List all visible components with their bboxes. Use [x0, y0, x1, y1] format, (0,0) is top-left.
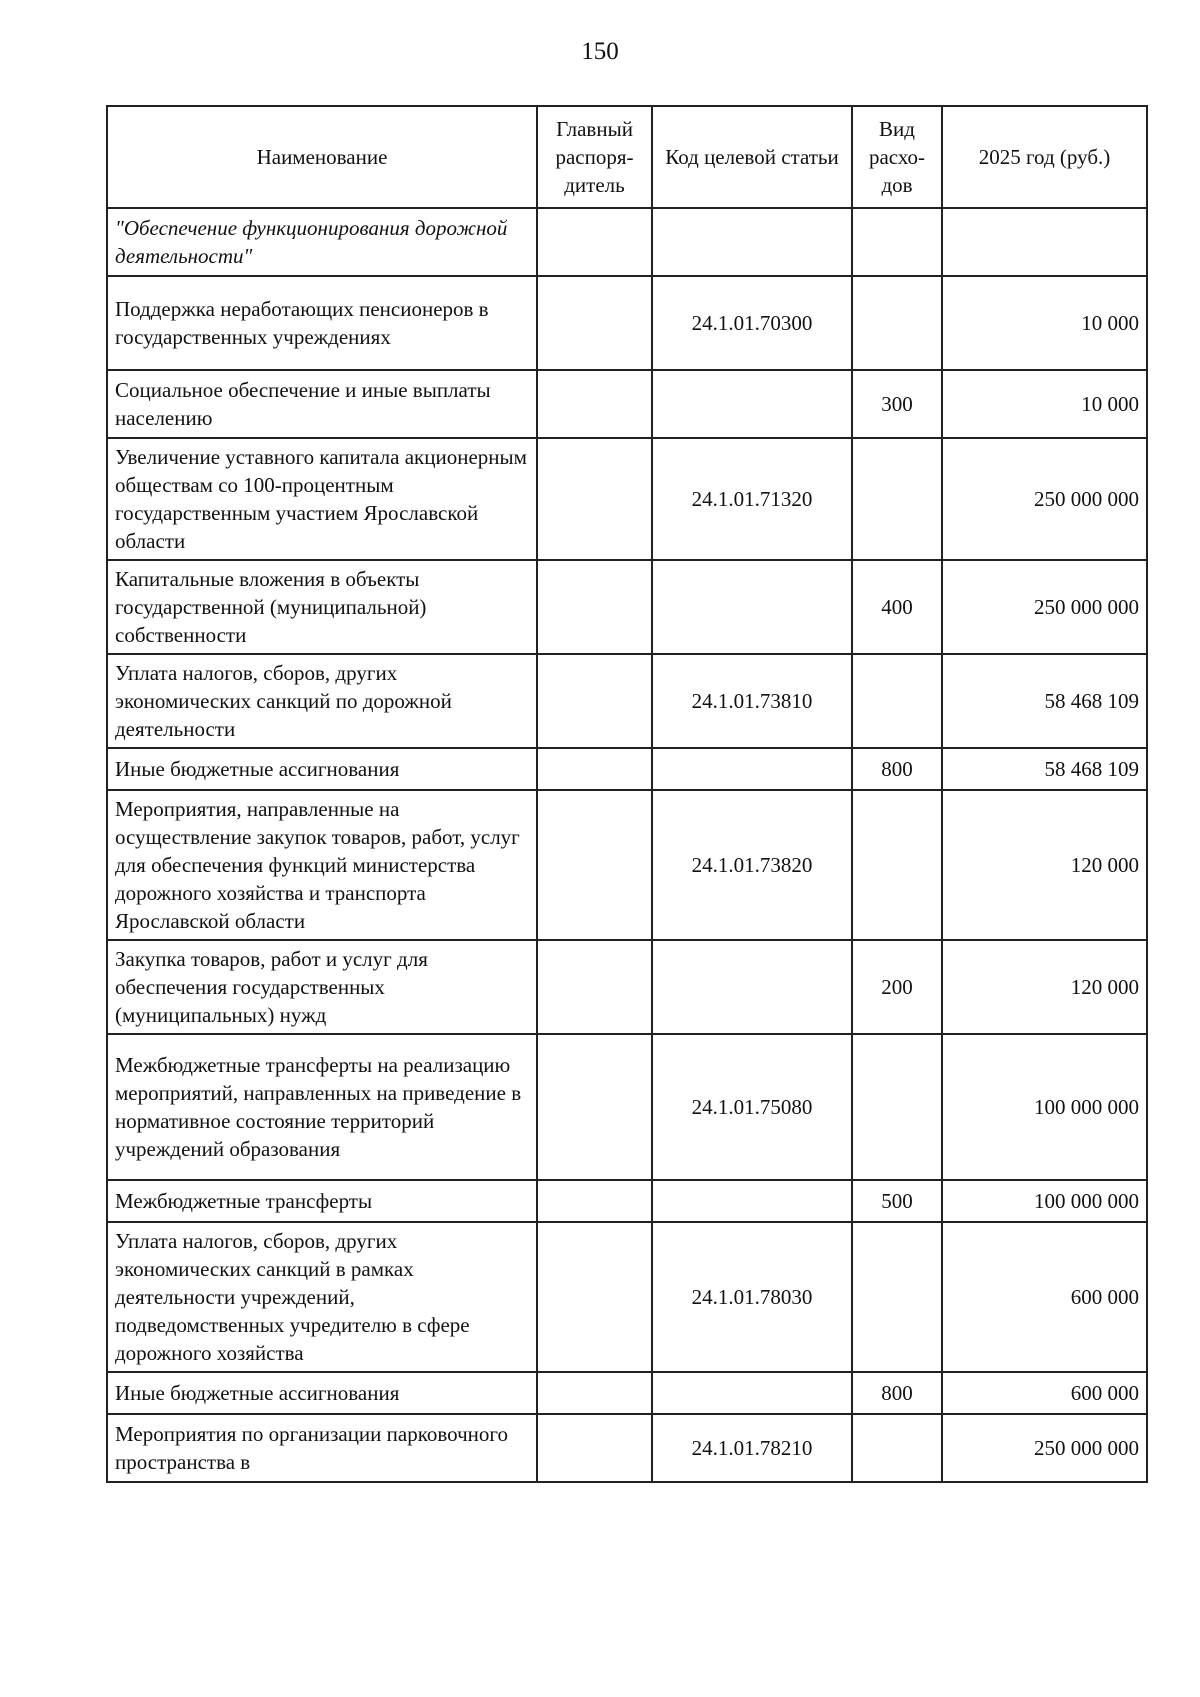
row-name: Уплата налогов, сборов, других экономических санкций по дорожной деятельности [107, 654, 537, 748]
row-main-manager [537, 1222, 652, 1372]
row-main-manager [537, 1372, 652, 1414]
row-main-manager [537, 1414, 652, 1482]
header-amount: 2025 год (руб.) [942, 106, 1147, 208]
row-expense-type [852, 1034, 942, 1180]
row-main-manager [537, 654, 652, 748]
row-amount: 10 000 [942, 276, 1147, 370]
row-amount: 600 000 [942, 1222, 1147, 1372]
row-amount: 100 000 000 [942, 1180, 1147, 1222]
row-name: Капитальные вложения в объекты государственной (муниципальной) собственности [107, 560, 537, 654]
table-row [107, 1372, 1147, 1414]
row-expense-type: 400 [852, 560, 942, 654]
row-main-manager [537, 940, 652, 1034]
row-expense-type: 800 [852, 748, 942, 790]
header-name: Наименование [107, 106, 537, 208]
row-target-code: 24.1.01.78210 [652, 1414, 852, 1482]
header-target-code: Код целевой статьи [652, 106, 852, 208]
row-target-code [652, 208, 852, 276]
row-expense-type [852, 1222, 942, 1372]
row-target-code [652, 1372, 852, 1414]
row-main-manager [537, 748, 652, 790]
row-amount [942, 208, 1147, 276]
row-amount: 250 000 000 [942, 438, 1147, 560]
table-row [107, 1180, 1147, 1222]
row-expense-type: 300 [852, 370, 942, 438]
row-main-manager [537, 560, 652, 654]
table-row [107, 1222, 1147, 1372]
table-row [107, 1414, 1147, 1482]
row-target-code: 24.1.01.73820 [652, 790, 852, 940]
row-amount: 250 000 000 [942, 560, 1147, 654]
row-name: Закупка товаров, работ и услуг для обеспечения государственных (муниципальных) нужд [107, 940, 537, 1034]
row-name: Социальное обеспечение и иные выплаты населению [107, 370, 537, 438]
row-amount: 10 000 [942, 370, 1147, 438]
row-name: Мероприятия, направленные на осуществление закупок товаров, работ, услуг для обеспечения функций министерства дорожного хозяйства и транспорта Ярославской области [107, 790, 537, 940]
table-row [107, 1034, 1147, 1180]
row-amount: 120 000 [942, 790, 1147, 940]
table-row [107, 208, 1147, 276]
row-amount: 58 468 109 [942, 748, 1147, 790]
row-name: Межбюджетные трансферты на реализацию мероприятий, направленных на приведение в нормативное состояние территорий учреждений образования [107, 1034, 537, 1180]
row-expense-type [852, 654, 942, 748]
row-main-manager [537, 790, 652, 940]
table-row [107, 276, 1147, 370]
row-target-code [652, 370, 852, 438]
header-expense-type: Вид расхо-дов [852, 106, 942, 208]
row-main-manager [537, 370, 652, 438]
row-amount: 250 000 000 [942, 1414, 1147, 1482]
row-expense-type [852, 790, 942, 940]
table-row [107, 370, 1147, 438]
row-expense-type [852, 276, 942, 370]
row-expense-type: 200 [852, 940, 942, 1034]
row-target-code: 24.1.01.75080 [652, 1034, 852, 1180]
table-row [107, 790, 1147, 940]
row-expense-type: 500 [852, 1180, 942, 1222]
row-main-manager [537, 1034, 652, 1180]
row-amount: 100 000 000 [942, 1034, 1147, 1180]
row-main-manager [537, 208, 652, 276]
row-name: "Обеспечение функционирования дорожной деятельности" [107, 208, 537, 276]
row-amount: 600 000 [942, 1372, 1147, 1414]
row-expense-type [852, 438, 942, 560]
row-target-code [652, 560, 852, 654]
row-target-code [652, 1180, 852, 1222]
row-name: Уплата налогов, сборов, других экономических санкций в рамках деятельности учреждений, подведомственных учредителю в сфере дорожного хозяйства [107, 1222, 537, 1372]
row-main-manager [537, 1180, 652, 1222]
row-name: Иные бюджетные ассигнования [107, 748, 537, 790]
row-name: Мероприятия по организации парковочного пространства в [107, 1414, 537, 1482]
row-expense-type [852, 208, 942, 276]
row-amount: 120 000 [942, 940, 1147, 1034]
budget-table [106, 105, 1148, 1483]
row-name: Межбюджетные трансферты [107, 1180, 537, 1222]
table-header-row [107, 106, 1147, 208]
row-main-manager [537, 276, 652, 370]
table-row [107, 940, 1147, 1034]
row-name: Иные бюджетные ассигнования [107, 1372, 537, 1414]
row-target-code: 24.1.01.78030 [652, 1222, 852, 1372]
row-target-code: 24.1.01.71320 [652, 438, 852, 560]
row-main-manager [537, 438, 652, 560]
row-target-code: 24.1.01.73810 [652, 654, 852, 748]
row-name: Поддержка неработающих пенсионеров в государственных учреждениях [107, 276, 537, 370]
header-main-manager: Главный распоря-дитель [537, 106, 652, 208]
table-row [107, 654, 1147, 748]
row-target-code: 24.1.01.70300 [652, 276, 852, 370]
row-target-code [652, 940, 852, 1034]
row-target-code [652, 748, 852, 790]
row-expense-type [852, 1414, 942, 1482]
row-expense-type: 800 [852, 1372, 942, 1414]
row-name: Увеличение уставного капитала акционерным обществам со 100-процентным государственным участием Ярославской области [107, 438, 537, 560]
page-number: 150 [581, 38, 619, 65]
table-row [107, 748, 1147, 790]
table-row [107, 560, 1147, 654]
row-amount: 58 468 109 [942, 654, 1147, 748]
table-row [107, 438, 1147, 560]
